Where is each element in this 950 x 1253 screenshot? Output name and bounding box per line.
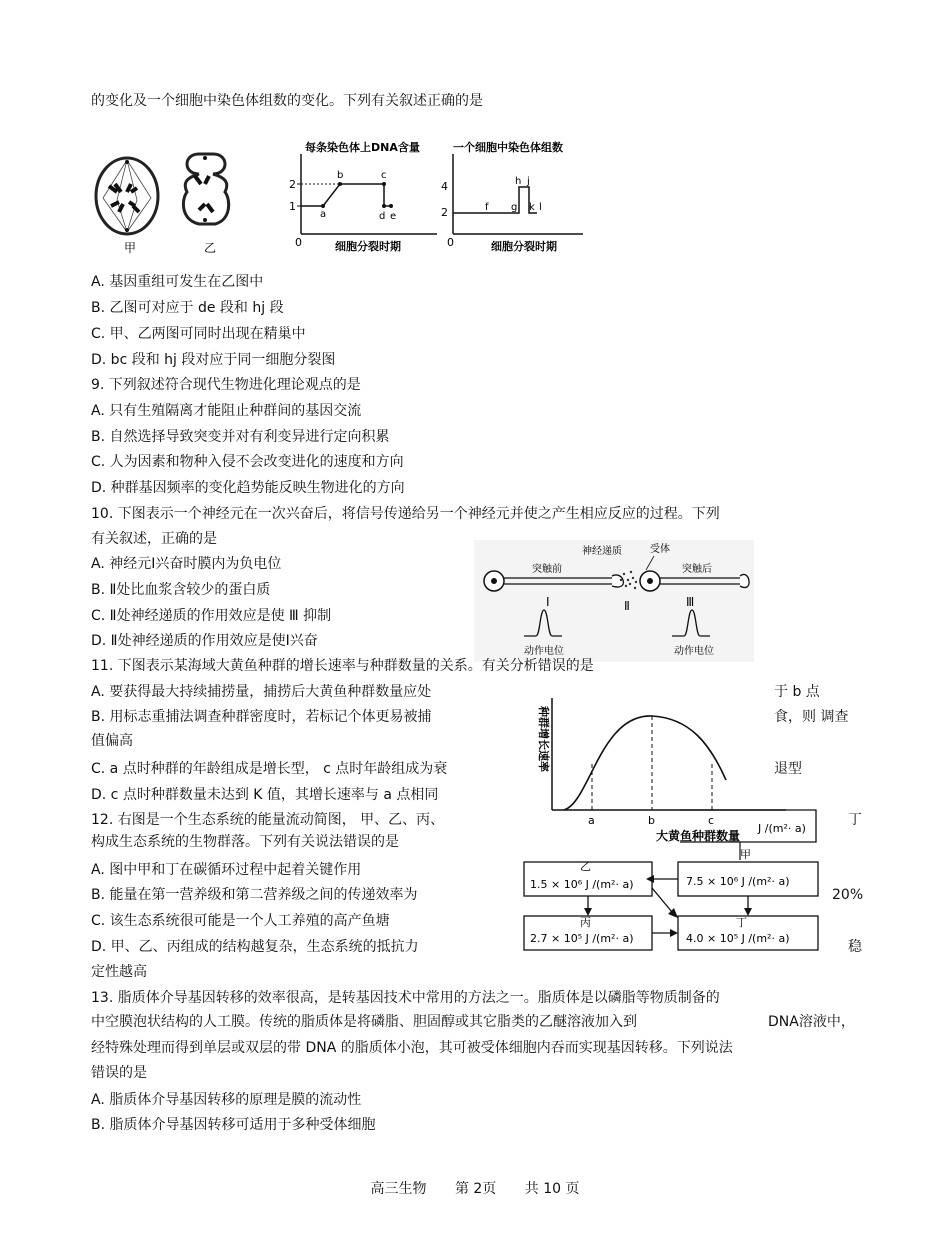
- growth-curve: [564, 716, 726, 810]
- q9-stem: 9. 下列叙述符合现代生物进化理论观点的是: [91, 377, 361, 393]
- box-ding-label: 丁: [736, 916, 747, 929]
- q11-option-b: B. 用标志重捕法调查种群密度时，若标记个体更易被捕: [91, 709, 432, 725]
- q10-figure: [474, 540, 754, 662]
- top-unit: J /(m²· a): [758, 822, 806, 835]
- q8-option-a: A. 基因重组可发生在乙图中: [91, 274, 264, 290]
- graph1-pt-e: e: [390, 211, 397, 222]
- graph2-y2: 2: [441, 206, 448, 219]
- footer-total: 共 10 页: [524, 1181, 580, 1197]
- growth-pt-c: c: [708, 814, 715, 827]
- graph2-xlabel: 细胞分裂时期: [491, 240, 557, 253]
- graph2-pt-g: g: [511, 202, 518, 213]
- q12-option-a: A. 图中甲和丁在碳循环过程中起着关键作用: [91, 862, 362, 878]
- q12-figure: [520, 808, 840, 956]
- q10-option-a: A. 神经元Ⅰ兴奋时膜内为负电位: [91, 556, 282, 572]
- q9-option-d: D. 种群基因频率的变化趋势能反映生物进化的方向: [91, 480, 405, 496]
- graph1-pt-c: c: [381, 170, 387, 181]
- graph1-origin: 0: [295, 236, 302, 249]
- graph2-origin: 0: [447, 236, 454, 249]
- box-ding-value: 4.0 × 10⁵ J /(m²· a): [686, 932, 790, 945]
- q12-option-b: B. 能量在第一营养级和第二营养级之间的传递效率为: [91, 887, 418, 903]
- q13-line3: 经特殊处理而得到单层或双层的带 DNA 的脂质体小泡，其可被受体细胞内吞而实现基因转移。下列说法: [91, 1040, 733, 1056]
- box-bing-label: 丙: [580, 916, 591, 929]
- page-footer: [0, 1178, 950, 1198]
- graph2-y4: 4: [441, 180, 448, 193]
- q12-option-d-cont: 定性越高: [91, 964, 147, 980]
- transmitter-label: 神经递质: [582, 546, 622, 557]
- box-jia-label: 甲: [740, 848, 751, 861]
- graph1-pt-a: a: [320, 209, 327, 220]
- q10-option-d: D. Ⅱ处神经递质的作用效应是使Ⅰ兴奋: [91, 633, 318, 649]
- q12-option-c: C. 该生态系统很可能是一个人工养殖的高产鱼塘: [91, 913, 390, 929]
- q8-option-d: D. bc 段和 hj 段对应于同一细胞分裂图: [91, 352, 336, 368]
- box-yi-label: 乙: [580, 860, 591, 873]
- postsynaptic-label: 突触后: [682, 564, 712, 575]
- cell-yi-diagram: [183, 154, 228, 224]
- graph1-pt-b: b: [337, 170, 344, 181]
- presynaptic-label: 突触前: [532, 564, 562, 575]
- q12-option-d-tail: 稳: [848, 939, 862, 955]
- q8-option-b: B. 乙图可对应于 de 段和 hj 段: [91, 300, 284, 316]
- q9-option-b: B. 自然选择导致突变并对有利变异进行定向积累: [91, 429, 390, 445]
- q12-stem-line2: 构成生态系统的生物群落。下列有关说法错误的是: [91, 834, 399, 850]
- graph2-pt-h: h: [515, 176, 522, 187]
- box-bing-value: 2.7 × 10⁵ J /(m²· a): [530, 932, 634, 945]
- graph1-title: 每条染色体上DNA含量: [305, 141, 420, 154]
- box-jia-value: 7.5 × 10⁶ J /(m²· a): [686, 875, 790, 888]
- graph1-line: [301, 184, 391, 206]
- graph1-y2: 2: [289, 178, 296, 191]
- growth-pt-a: a: [588, 814, 595, 827]
- q12-stem: 12. 右图是一个生态系统的能量流动简图， 甲、乙、丙、: [91, 812, 445, 828]
- q11-option-c: C. a 点时种群的年龄组成是增长型， c 点时年龄组成为衰: [91, 761, 448, 777]
- receptor-label: 受体: [650, 544, 670, 555]
- q9-option-a: A. 只有生殖隔离才能阻止种群间的基因交流: [91, 403, 362, 419]
- q13-line1: 13. 脂质体介导基因转移的效率很高，是转基因技术中常用的方法之一。脂质体是以磷脂等物质制备的: [91, 990, 720, 1006]
- q11-stem: 11. 下图表示某海域大黄鱼种群的增长速率与种群数量的关系。有关分析错误的是: [91, 658, 594, 674]
- q11-option-a-tail: 于 b 点: [774, 684, 820, 700]
- q13-line2-tail: DNA溶液中，: [768, 1014, 855, 1030]
- graph2-line: [453, 187, 537, 213]
- q10-stem-line1: 10. 下图表示一个神经元在一次兴奋后，将信号传递给另一个神经元并使之产生相应反应的过程。下列: [91, 506, 720, 522]
- q11-option-a: A. 要获得最大持续捕捞量，捕捞后大黄鱼种群数量应处: [91, 684, 432, 700]
- q12-option-d: D. 甲、乙、丙组成的结构越复杂，生态系统的抵抗力: [91, 939, 419, 955]
- q11-option-b-cont: 值偏高: [91, 733, 133, 749]
- q12-option-b-tail: 20%: [832, 887, 864, 903]
- region-1-label: Ⅰ: [546, 595, 550, 609]
- q13-line2: 中空膜泡状结构的人工膜。传统的脂质体是将磷脂、胆固醇或其它脂类的乙醚溶液加入到: [91, 1014, 637, 1030]
- q11-option-c-tail: 退型: [774, 761, 802, 777]
- graph1-xlabel: 细胞分裂时期: [335, 240, 401, 253]
- cell-yi-label: 乙: [204, 241, 217, 255]
- graph2-pt-f: f: [485, 202, 489, 213]
- q10-option-b: B. Ⅱ处比血浆含较少的蛋白质: [91, 582, 271, 598]
- graph2-pt-k: k: [529, 202, 535, 213]
- footer-subject: 高三生物: [370, 1181, 427, 1197]
- cell-jia-diagram: [96, 158, 158, 234]
- region-2-label: Ⅱ: [624, 599, 630, 613]
- q11-option-b-tail: 食，则 调查: [774, 709, 849, 725]
- q9-option-c: C. 人为因素和物种入侵不会改变进化的速度和方向: [91, 454, 404, 470]
- box-yi-value: 1.5 × 10⁶ J /(m²· a): [530, 878, 634, 891]
- growth-xlabel: 大黄鱼种群数量: [656, 829, 741, 842]
- graph2-title: 一个细胞中染色体组数: [453, 141, 563, 154]
- q13-line4: 错误的是: [91, 1065, 147, 1081]
- graph2-pt-l: l: [539, 202, 542, 213]
- q8-figure: [91, 126, 591, 260]
- q13-option-b: B. 脂质体介导基因转移可适用于多种受体细胞: [91, 1117, 376, 1133]
- growth-ylabel: 种群增长速率: [537, 706, 550, 772]
- cell-jia-label: 甲: [124, 241, 137, 255]
- growth-pt-b: b: [648, 814, 655, 827]
- action-potential-2-label: 动作电位: [674, 646, 714, 657]
- graph1-y1: 1: [289, 200, 296, 213]
- q11-option-d: D. c 点时种群数量未达到 K 值，其增长速率与 a 点相同: [91, 787, 439, 803]
- graph1-pt-d: d: [379, 211, 386, 222]
- action-potential-1-label: 动作电位: [524, 646, 564, 657]
- q12-stem-tail: 丁: [848, 812, 862, 828]
- q8-option-c: C. 甲、乙两图可同时出现在精巢中: [91, 326, 306, 342]
- intro-line: 的变化及一个细胞中染色体组数的变化。下列有关叙述正确的是: [91, 93, 483, 109]
- region-3-label: Ⅲ: [686, 595, 695, 609]
- graph2-pt-j: j: [527, 176, 530, 187]
- q10-stem-line2: 有关叙述，正确的是: [91, 531, 217, 547]
- q13-option-a: A. 脂质体介导基因转移的原理是膜的流动性: [91, 1092, 362, 1108]
- footer-page: 第 2页: [454, 1181, 497, 1197]
- q10-option-c: C. Ⅱ处神经递质的作用效应是使 Ⅲ 抑制: [91, 608, 332, 624]
